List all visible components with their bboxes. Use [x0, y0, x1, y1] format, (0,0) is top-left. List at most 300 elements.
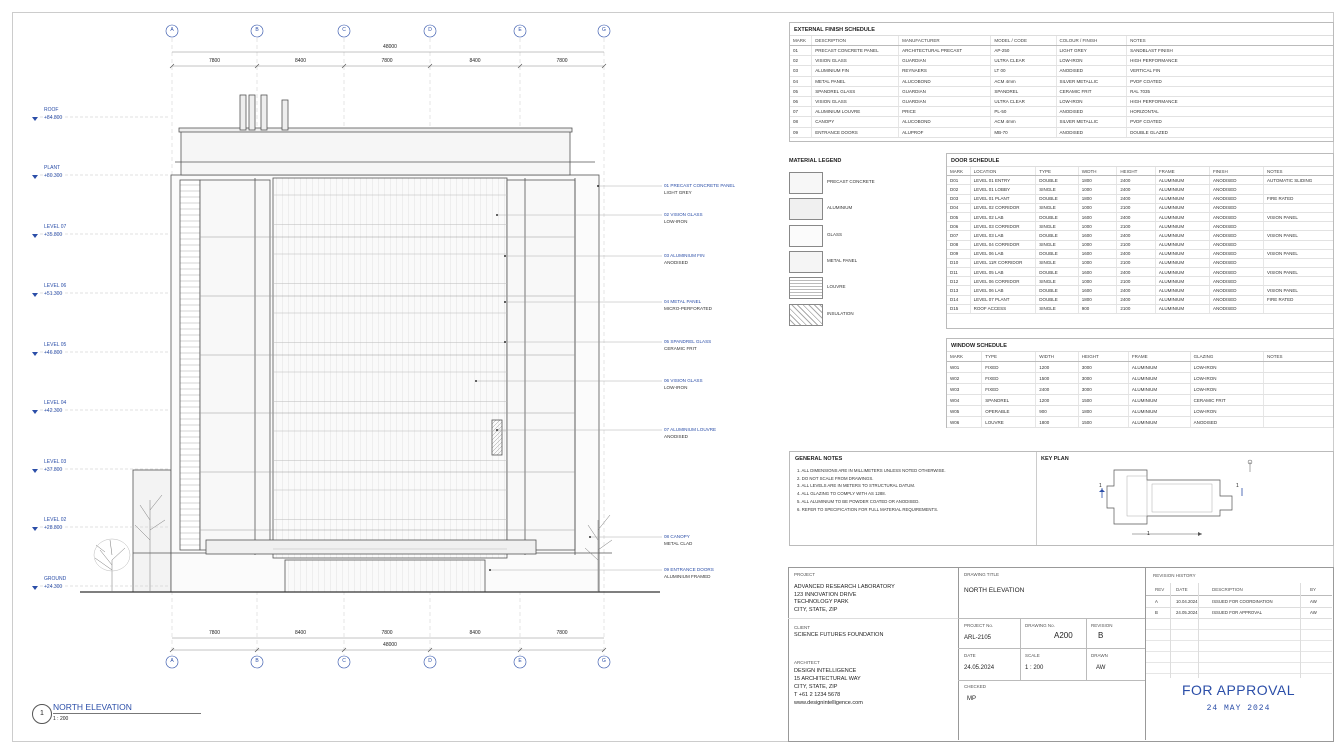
status-date: 24 MAY 2024 — [1206, 704, 1271, 713]
table-cell: 1600 — [1078, 212, 1117, 221]
drawn-label: DRAWN — [1091, 653, 1108, 658]
table-cell: 1600 — [1078, 286, 1117, 295]
table-cell: D05 — [947, 212, 970, 221]
dim-bay: 8400 — [294, 630, 307, 636]
table-cell: ALUMINIUM — [1155, 258, 1209, 267]
table-cell: ANODISED — [1209, 268, 1263, 277]
table-cell: ALUMINIUM — [1155, 295, 1209, 304]
table-cell: ANODISED — [1209, 176, 1263, 185]
grid-label-b: B — [255, 27, 259, 33]
table-row — [947, 212, 1333, 221]
level-rl: +42.300 — [44, 408, 63, 414]
table-cell: 1800 — [1078, 194, 1117, 203]
table-cell: LOW-IRON — [1190, 373, 1263, 384]
table-cell: D09 — [947, 249, 970, 258]
table-cell: ALUPROF — [899, 127, 991, 137]
table-cell: 1000 — [1078, 277, 1117, 286]
table-cell: ANODISED — [1209, 231, 1263, 240]
table-cell: AP-250 — [991, 46, 1056, 56]
table-cell: RAL 7035 — [1127, 86, 1333, 96]
table-cell: ALUMINIUM — [1155, 249, 1209, 258]
table-row — [947, 286, 1333, 295]
project-line: ADVANCED RESEARCH LABORATORY — [794, 584, 895, 590]
table-cell: ALUMINIUM — [1128, 384, 1190, 395]
table-row — [947, 176, 1333, 185]
architect-line: CITY, STATE, ZIP — [794, 684, 838, 690]
table-cell: SILVER METALLIC — [1056, 76, 1127, 86]
table-cell: LEVEL 01 ENTRY — [970, 176, 1036, 185]
legend-label: METAL PANEL — [827, 257, 858, 263]
table-cell: LEVEL 02 LAB — [970, 212, 1036, 221]
callout-subtitle: ALUMINIUM FRAMED — [664, 574, 711, 579]
dim-bay: 7800 — [556, 58, 568, 64]
table-cell: DOUBLE — [1036, 295, 1078, 304]
table-cell: 2100 — [1117, 222, 1156, 231]
table-cell: SPANDREL GLASS — [812, 86, 899, 96]
table-row — [947, 240, 1333, 249]
key-plan-drawing — [1092, 458, 1262, 538]
dim-bay: 7800 — [208, 58, 221, 64]
table-cell: ALUMINIUM — [1155, 194, 1209, 203]
status-stamp: FOR APPROVAL — [1181, 682, 1296, 698]
table-cell: LEVEL 03 CORRIDOR — [970, 222, 1036, 231]
table-cell: ALUMINIUM LOUVRE — [812, 107, 899, 117]
drawing-no: A200 — [1054, 631, 1073, 640]
table-header: FRAME — [1128, 352, 1190, 362]
table-cell: VISION GLASS — [812, 56, 899, 66]
rev-cell: A — [1155, 599, 1158, 604]
rev-cell: AW — [1310, 610, 1317, 615]
legend-swatch — [789, 225, 823, 247]
table-header: MARK — [790, 36, 812, 46]
table-cell: 1000 — [1078, 185, 1117, 194]
grid-label-d: D — [428, 27, 432, 33]
callout-subtitle: CERAMIC FRIT — [664, 346, 697, 351]
table-cell: 2400 — [1117, 185, 1156, 194]
rev-divider — [1146, 640, 1332, 641]
drawn-value: AW — [1096, 665, 1106, 671]
table-cell — [1263, 240, 1333, 249]
table-header: TYPE — [982, 352, 1036, 362]
finish-schedule-table — [790, 35, 1333, 138]
rev-divider — [1146, 673, 1332, 674]
rev-divider — [1146, 595, 1332, 596]
table-cell: SINGLE — [1036, 203, 1078, 212]
table-row — [790, 107, 1333, 117]
table-cell: SPANDREL — [982, 395, 1036, 406]
table-header: MODEL / CODE — [991, 36, 1056, 46]
table-cell: D02 — [947, 185, 970, 194]
rev-divider — [1146, 618, 1332, 619]
scale-value: 1 : 200 — [1025, 665, 1044, 671]
project-label: PROJECT — [794, 572, 816, 577]
legend-label: GLASS — [827, 231, 843, 237]
table-cell: 09 — [790, 127, 812, 137]
table-row — [947, 268, 1333, 277]
table-row — [947, 417, 1333, 428]
table-cell: FIXED — [982, 362, 1036, 373]
table-cell: 3000 — [1078, 362, 1128, 373]
table-cell: W05 — [947, 406, 982, 417]
table-header: NOTES — [1263, 167, 1333, 176]
table-cell: FIXED — [982, 384, 1036, 395]
grid-label-c: C — [342, 27, 346, 33]
table-cell: W01 — [947, 362, 982, 373]
table-cell: VISION PANEL — [1263, 249, 1333, 258]
table-cell: D08 — [947, 240, 970, 249]
table-cell — [1263, 185, 1333, 194]
finish-schedule-title: EXTERNAL FINISH SCHEDULE — [794, 27, 875, 33]
legend-swatch — [789, 277, 823, 299]
dim-bay: 7800 — [381, 58, 393, 64]
table-cell: ALUMINIUM — [1128, 406, 1190, 417]
table-cell: LEVEL 07 PLANT — [970, 295, 1036, 304]
table-cell: LEVEL 06 LAB — [970, 249, 1036, 258]
general-note: 5. ALL ALUMINIUM TO BE POWDER COATED OR ANODISED. — [797, 498, 920, 504]
dim-bay: 7800 — [556, 630, 568, 636]
table-cell: DOUBLE — [1036, 268, 1078, 277]
table-cell: ALUMINIUM — [1155, 277, 1209, 286]
table-cell: PRECAST CONCRETE PANEL — [812, 46, 899, 56]
dim-bay: 8400 — [469, 630, 481, 636]
table-cell: AUTOMATIC SLIDING — [1263, 176, 1333, 185]
level-name: LEVEL 02 — [44, 517, 67, 523]
table-cell: ANODISED — [1209, 222, 1263, 231]
table-cell: GUARDIAN — [899, 96, 991, 106]
legend-swatch — [789, 172, 823, 194]
table-cell: 02 — [790, 56, 812, 66]
table-cell: LEVEL 04 CORRIDOR — [970, 240, 1036, 249]
table-cell: D12 — [947, 277, 970, 286]
dim-bay: 8400 — [469, 58, 481, 64]
level-rl: +80.300 — [44, 173, 63, 179]
table-cell: ALUMINIUM — [1155, 222, 1209, 231]
door-schedule-title: DOOR SCHEDULE — [951, 158, 1000, 164]
table-cell: VISION PANEL — [1263, 268, 1333, 277]
table-cell: ALUMINIUM — [1155, 240, 1209, 249]
table-cell: ALUMINIUM — [1155, 203, 1209, 212]
legend-swatch — [789, 198, 823, 220]
table-cell: ANODISED — [1209, 185, 1263, 194]
table-cell: ANODISED — [1209, 194, 1263, 203]
table-cell: ACM 4mm — [991, 117, 1056, 127]
table-row — [947, 277, 1333, 286]
rev-divider — [1146, 662, 1332, 663]
table-cell: 2400 — [1117, 295, 1156, 304]
table-cell: DOUBLE — [1036, 249, 1078, 258]
table-cell: LOUVRE — [982, 417, 1036, 428]
grid-label-g: G — [602, 27, 606, 33]
view-title-underline — [53, 713, 201, 714]
rev-cell: B — [1155, 610, 1158, 615]
architect-line: 15 ARCHITECTURAL WAY — [794, 676, 861, 682]
table-row — [790, 117, 1333, 127]
table-cell: W06 — [947, 417, 982, 428]
table-cell: 08 — [790, 117, 812, 127]
table-cell: DOUBLE — [1036, 194, 1078, 203]
table-cell — [1263, 395, 1333, 406]
table-cell: 1500 — [1078, 417, 1128, 428]
table-cell: ALUMINIUM — [1128, 373, 1190, 384]
table-cell: VISION PANEL — [1263, 231, 1333, 240]
table-cell: 1600 — [1078, 268, 1117, 277]
callout-title: 05 SPANDREL GLASS — [664, 339, 712, 344]
date-value: 24.05.2024 — [964, 665, 995, 671]
table-cell: 1800 — [1036, 417, 1078, 428]
table-cell: D15 — [947, 304, 970, 313]
level-rl: +46.800 — [44, 350, 63, 356]
table-row — [790, 86, 1333, 96]
table-cell: VISION PANEL — [1263, 286, 1333, 295]
architect-line: www.designintelligence.com — [794, 700, 863, 706]
table-cell: ANODISED — [1209, 304, 1263, 313]
grid-label-a: A — [170, 27, 174, 33]
legend-label: LOUVRE — [827, 284, 846, 290]
table-cell: 2400 — [1117, 249, 1156, 258]
project-no: ARL-2105 — [964, 635, 992, 641]
table-cell — [1263, 277, 1333, 286]
project-line: TECHNOLOGY PARK — [794, 599, 849, 605]
general-note: 2. DO NOT SCALE FROM DRAWINGS. — [797, 475, 874, 481]
callout-subtitle: LOW-IRON — [664, 219, 688, 224]
level-name: GROUND — [44, 576, 67, 582]
view-number: 1 — [32, 704, 52, 724]
rev-cell: ISSUED FOR COORDINATION — [1212, 599, 1273, 604]
client-name: SCIENCE FUTURES FOUNDATION — [794, 632, 884, 638]
table-header: COLOUR / FINISH — [1056, 36, 1127, 46]
table-cell: DOUBLE — [1036, 286, 1078, 295]
table-cell: 2400 — [1117, 212, 1156, 221]
table-row — [947, 295, 1333, 304]
table-cell: ANODISED — [1209, 258, 1263, 267]
table-cell: 2400 — [1117, 286, 1156, 295]
level-name: PLANT — [44, 165, 61, 171]
table-cell: D06 — [947, 222, 970, 231]
table-cell: ULTRA CLEAR — [991, 56, 1056, 66]
table-cell: ALUMINIUM — [1155, 304, 1209, 313]
view-scale: 1 : 200 — [53, 716, 69, 722]
table-cell: 2100 — [1117, 258, 1156, 267]
material-legend-title: MATERIAL LEGEND — [789, 158, 842, 164]
table-cell — [1263, 406, 1333, 417]
table-row — [790, 66, 1333, 76]
revision-history-title: REVISION HISTORY — [1153, 573, 1196, 578]
rev-header: BY — [1310, 587, 1317, 592]
table-row — [947, 185, 1333, 194]
rev-divider — [1146, 629, 1332, 630]
rev-cell: 24.05.2024 — [1176, 610, 1198, 615]
table-cell: 3000 — [1078, 373, 1128, 384]
table-cell: VISION GLASS — [812, 96, 899, 106]
table-cell: LEVEL 01 LOBBY — [970, 185, 1036, 194]
table-cell: 900 — [1078, 304, 1117, 313]
table-cell: 1600 — [1078, 249, 1117, 258]
table-cell: DOUBLE — [1036, 212, 1078, 221]
table-cell: 1500 — [1036, 373, 1078, 384]
rev-header: DESCRIPTION — [1212, 587, 1243, 592]
table-cell: ALUMINIUM — [1128, 362, 1190, 373]
level-name: LEVEL 05 — [44, 342, 67, 348]
table-cell: 1200 — [1036, 395, 1078, 406]
table-cell: 1500 — [1078, 395, 1128, 406]
table-cell: LOW-IRON — [1056, 96, 1127, 106]
table-cell: HORIZONTAL — [1127, 107, 1333, 117]
table-cell: D07 — [947, 231, 970, 240]
table-cell: ARCHITECTURAL PRECAST — [899, 46, 991, 56]
table-header: MARK — [947, 167, 970, 176]
callout-title: 03 ALUMINIUM FIN — [664, 253, 705, 258]
table-header: WIDTH — [1036, 352, 1078, 362]
level-rl: +28.800 — [44, 525, 63, 531]
table-cell: ALUMINIUM — [1128, 417, 1190, 428]
table-cell: FIRE RATED — [1263, 295, 1333, 304]
table-row — [790, 46, 1333, 56]
north-elevation-drawing — [0, 20, 780, 720]
rev-divider — [1146, 607, 1332, 608]
table-cell: HIGH PERFORMANCE — [1127, 96, 1333, 106]
table-cell: FIXED — [982, 373, 1036, 384]
rev-cell: 10.04.2024 — [1176, 599, 1198, 604]
table-cell: D14 — [947, 295, 970, 304]
table-cell: 1000 — [1078, 203, 1117, 212]
table-cell — [1263, 258, 1333, 267]
window-schedule — [946, 338, 1334, 428]
table-cell: 900 — [1036, 406, 1078, 417]
table-cell: LOW-IRON — [1190, 362, 1263, 373]
table-cell: 2100 — [1117, 277, 1156, 286]
general-note: 4. ALL GLAZING TO COMPLY WITH AS 1288. — [797, 491, 886, 497]
title-block — [788, 567, 1334, 742]
rev-cell: AW — [1310, 599, 1317, 604]
callout-subtitle: LOW-IRON — [664, 385, 688, 390]
table-cell: D01 — [947, 176, 970, 185]
key-plan-marker-left: 1 — [1099, 483, 1102, 489]
table-cell: LEVEL 06 CORRIDOR — [970, 277, 1036, 286]
table-cell: 06 — [790, 96, 812, 106]
table-cell: D11 — [947, 268, 970, 277]
table-row — [947, 222, 1333, 231]
dim-bay: 7800 — [208, 630, 221, 636]
table-cell: 03 — [790, 66, 812, 76]
table-cell: LOW-IRON — [1056, 56, 1127, 66]
table-cell: LOW-IRON — [1190, 406, 1263, 417]
table-cell: ALUMINIUM — [1128, 395, 1190, 406]
table-header: NOTES — [1263, 352, 1333, 362]
table-cell: SINGLE — [1036, 240, 1078, 249]
level-rl: +51.300 — [44, 291, 63, 297]
project-no-label: PROJECT No. — [964, 623, 994, 628]
table-cell: 1800 — [1078, 295, 1117, 304]
table-header: HEIGHT — [1078, 352, 1128, 362]
table-cell: LOW-IRON — [1190, 384, 1263, 395]
legend-label: INSULATION — [827, 310, 854, 316]
table-cell: SILVER METALLIC — [1056, 117, 1127, 127]
key-plan-marker-bottom: 1 — [1147, 531, 1150, 537]
table-row — [947, 304, 1333, 313]
key-plan-title: KEY PLAN — [1041, 456, 1069, 462]
table-header: DESCRIPTION — [812, 36, 899, 46]
callout-subtitle: LIGHT GREY — [664, 190, 692, 195]
rev-header: REV — [1155, 587, 1165, 592]
table-cell: ANODISED — [1209, 295, 1263, 304]
table-cell: ANODISED — [1209, 286, 1263, 295]
table-row — [947, 406, 1333, 417]
table-cell: DOUBLE GLAZED — [1127, 127, 1333, 137]
table-cell: ANODISED — [1056, 66, 1127, 76]
level-rl: +37.800 — [44, 467, 63, 473]
table-header: LOCATION — [970, 167, 1036, 176]
table-cell: GUARDIAN — [899, 56, 991, 66]
table-cell: 07 — [790, 107, 812, 117]
table-row — [947, 249, 1333, 258]
external-finish-schedule — [789, 22, 1334, 142]
window-schedule-table — [947, 351, 1333, 428]
table-cell: 1800 — [1078, 176, 1117, 185]
level-name: LEVEL 04 — [44, 400, 67, 406]
table-header: WIDTH — [1078, 167, 1117, 176]
dim-bay: 8400 — [294, 58, 307, 64]
rev-col-divider — [1170, 583, 1171, 678]
grid-label-c: C — [342, 658, 346, 664]
table-cell: 2400 — [1117, 268, 1156, 277]
table-row — [947, 362, 1333, 373]
table-cell: LIGHT GREY — [1056, 46, 1127, 56]
table-cell: ANODISED — [1190, 417, 1263, 428]
architect-line: T +61 2 1234 5678 — [794, 692, 841, 698]
table-row — [947, 194, 1333, 203]
table-cell: DOUBLE — [1036, 231, 1078, 240]
drawing-title: NORTH ELEVATION — [964, 587, 1025, 594]
table-cell — [1263, 362, 1333, 373]
callout-title: 08 CANOPY — [664, 534, 690, 539]
table-cell — [1263, 417, 1333, 428]
dim-overall: 48000 — [383, 642, 397, 648]
table-cell: ANODISED — [1209, 203, 1263, 212]
table-cell: CANOPY — [812, 117, 899, 127]
dim-overall: 48000 — [383, 44, 397, 50]
table-row — [947, 231, 1333, 240]
dim-bay: 7800 — [381, 630, 393, 636]
table-row — [947, 395, 1333, 406]
scale-label: SCALE — [1025, 653, 1040, 658]
client-label: CLIENT — [794, 625, 811, 630]
architect-line: DESIGN INTELLIGENCE — [794, 668, 857, 674]
table-cell: ENTRANCE DOORS — [812, 127, 899, 137]
callout-title: 01 PRECAST CONCRETE PANEL — [664, 183, 736, 188]
table-cell: ALUMINIUM — [1155, 268, 1209, 277]
level-name: LEVEL 06 — [44, 283, 67, 289]
table-cell: PVDF COATED — [1127, 76, 1333, 86]
general-note: 6. REFER TO SPECIFICATION FOR FULL MATERIAL REQUIREMENTS. — [797, 506, 939, 512]
rev-col-divider — [1300, 583, 1301, 678]
table-cell: SANDBLAST FINISH — [1127, 46, 1333, 56]
table-cell: VISION PANEL — [1263, 212, 1333, 221]
table-cell: D13 — [947, 286, 970, 295]
table-cell: 2100 — [1117, 304, 1156, 313]
callout-title: 06 VISION GLASS — [664, 378, 703, 383]
table-cell: LEVEL 03 LAB — [970, 231, 1036, 240]
table-cell: HIGH PERFORMANCE — [1127, 56, 1333, 66]
table-cell: D04 — [947, 203, 970, 212]
door-schedule — [946, 153, 1334, 329]
table-cell — [1263, 222, 1333, 231]
table-row — [790, 96, 1333, 106]
table-cell: LEVEL 02 CORRIDOR — [970, 203, 1036, 212]
table-cell — [1263, 384, 1333, 395]
table-cell: 1200 — [1036, 362, 1078, 373]
table-cell: SINGLE — [1036, 304, 1078, 313]
table-cell: LEVEL 06 LAB — [970, 286, 1036, 295]
